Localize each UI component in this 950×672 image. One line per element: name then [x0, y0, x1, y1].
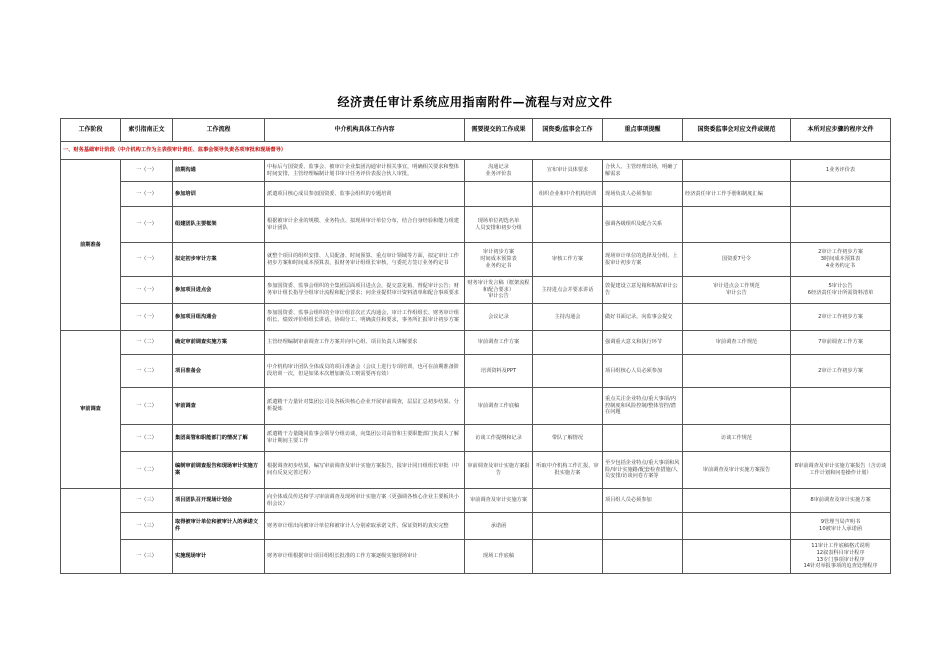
index-cell: 一（一） — [121, 304, 173, 331]
proc-cell — [791, 207, 891, 243]
flow-cell: 组建团队主要框架 — [173, 207, 265, 243]
table-row — [61, 207, 891, 243]
spec-cell: 审计进点会工作规范 审计公告 — [683, 277, 791, 304]
section-label: 一、财务基础审计阶段（中介机构工作为主表很审计责任、监事会领导负责各项审批和现场督导） — [61, 142, 891, 160]
spec-cell — [683, 304, 791, 331]
flow-cell: 拟定初步审计方案 — [173, 243, 265, 277]
spec-cell — [683, 355, 791, 388]
sasac-cell — [533, 540, 603, 574]
output-cell: 财务审计发言稿（框架流程和配合要求） 审计公告 — [465, 277, 533, 304]
proc-cell: 2审计工作初步方案 — [791, 304, 891, 331]
remind-cell: 强调各级组织及配合关系 — [603, 207, 683, 243]
index-cell: 一（一） — [121, 182, 173, 207]
proc-cell — [791, 388, 891, 425]
content-cell: 派遣项目核心成员参加国资委、监事会组织的专题培训 — [265, 182, 465, 207]
content-cell: 派遣精干力量针对集团公司及各板块核心企业开展审前调查，层层汇总初步结果、分析提炼 — [265, 388, 465, 425]
table-row — [61, 160, 891, 182]
header-remind: 重点事项提醒 — [603, 119, 683, 142]
output-cell: 现场工作底稿 — [465, 540, 533, 574]
index-cell: 一（一） — [121, 277, 173, 304]
output-cell: 沟通记录 业务评价表 — [465, 160, 533, 182]
sasac-cell: 主持进点会并要求讲话 — [533, 277, 603, 304]
output-cell: 审前调查工作方案 — [465, 331, 533, 355]
content-cell: 财务审计组根据审计项目组组长批准的工作方案逐级实施现场审计 — [265, 540, 465, 574]
table-row — [61, 355, 891, 388]
header-output: 需要提交的工作成果 — [465, 119, 533, 142]
table-row — [61, 489, 891, 513]
output-cell: 现场单位初选名单 人员安排和初步分组 — [465, 207, 533, 243]
flow-cell: 参加培训 — [173, 182, 265, 207]
sasac-cell — [533, 331, 603, 355]
index-cell: 一（二） — [121, 425, 173, 452]
flow-cell: 参加项目进点会 — [173, 277, 265, 304]
flow-cell: 确定审前调查实施方案 — [173, 331, 265, 355]
output-cell: 审前调查工作底稿 — [465, 388, 533, 425]
spec-cell — [683, 388, 791, 425]
remind-cell: 合伙人、主管经理出场，明确了解需求 — [603, 160, 683, 182]
header-flow: 工作流程 — [173, 119, 265, 142]
sasac-cell — [533, 355, 603, 388]
header-index: 索引指南正文 — [121, 119, 173, 142]
table-row — [61, 331, 891, 355]
spec-cell — [683, 540, 791, 574]
remind-cell: 敦促建设立意见箱和粘贴审计公告 — [603, 277, 683, 304]
index-cell: 一（二） — [121, 452, 173, 489]
proc-cell: 1业务评价表 — [791, 160, 891, 182]
flow-cell: 审前调查 — [173, 388, 265, 425]
table-row — [61, 452, 891, 489]
content-cell: 根据被审计企业的规模、业务特点、拟现场审计单位分布，结合自身经验和能力组建审计团队 — [265, 207, 465, 243]
process-table — [60, 118, 891, 574]
sasac-cell — [533, 388, 603, 425]
output-cell: 审前调查及审计实施方案 — [465, 489, 533, 513]
spec-cell: 国资委7号令 — [683, 243, 791, 277]
content-cell: 就整个项目的组织安排、人员配备、时间预算、重点审计领域等方面，拟定审计工作初步方案和时间成本预算表，报财务审计组组长审核，与委托方签订业务约定书 — [265, 243, 465, 277]
spec-cell: 审前调查工作规范 — [683, 331, 791, 355]
flow-cell: 取得被审计单位和被审计人的承诺文件 — [173, 513, 265, 540]
sasac-cell: 审核工作方案 — [533, 243, 603, 277]
flow-cell: 项目团队召开现场计划会 — [173, 489, 265, 513]
remind-cell: 至少包括企业特点/重大事项和风险/审计实施路/配套检查措施/人员安排/访谈问卷方案等 — [603, 452, 683, 489]
proc-cell: 11审计工作底稿格式说明 12叙表科目审计程序 13专门事项审计程序 14针对举报事项的追查处理程序 — [791, 540, 891, 574]
index-cell: 一（三） — [121, 540, 173, 574]
content-cell: 主管经理编制审前调查工作方案并向中心组、项目负责人讲解要求 — [265, 331, 465, 355]
proc-cell — [791, 425, 891, 452]
header-proc: 本所对应步骤的程序文件 — [791, 119, 891, 142]
proc-cell: 8审前调查及审计实施方案报告（含访谈工作计划和问卷操作计划） — [791, 452, 891, 489]
flow-cell: 项目准备会 — [173, 355, 265, 388]
phase-cell-empty — [61, 489, 121, 574]
index-cell: 一（二） — [121, 331, 173, 355]
remind-cell: 强调重大意义和执行环节 — [603, 331, 683, 355]
spec-cell: 经济责任审计工作手册和制度汇编 — [683, 182, 791, 207]
proc-cell: 9管理当局声明书 10被审计人承诺函 — [791, 513, 891, 540]
index-cell: 一（一） — [121, 243, 173, 277]
content-cell: 参加国资委、监事会组织的全集团层面项目进点会，提交意见箱、督促审计公告；财务审计组长指导全组审计流程和配合要求；问企业提供审计资料清单和配合事项要求 — [265, 277, 465, 304]
table-row — [61, 277, 891, 304]
output-cell: 承诺函 — [465, 513, 533, 540]
remind-cell — [603, 540, 683, 574]
content-cell: 参加国资委、监事会组织的全审计组首次正式沟通会，审计工作组组长、财务审计组组长、绩效评价组组长讲话，协调分工、明确责任和要求，事务所汇报审计初步方案 — [265, 304, 465, 331]
remind-cell: 项目组人员必须参加 — [603, 489, 683, 513]
remind-cell: 现场负责人必须参加 — [603, 182, 683, 207]
content-cell: 中标后与国资委、监事会、被审计企业集团沟通审计相关事宜，明确相关要求和整体时间安排，主管经理编制计划书审计任务评价表报合伙人审批。 — [265, 160, 465, 182]
content-cell: 派遣精干力量随同监事会领导分组访谈，向集团公司高管和主要职能部门负责人了解审计期间主要工作 — [265, 425, 465, 452]
sasac-cell — [533, 489, 603, 513]
flow-cell: 编制审前调查报告和现场审计实施方案 — [173, 452, 265, 489]
index-cell: 一（三） — [121, 513, 173, 540]
spec-cell — [683, 513, 791, 540]
proc-cell: 2审计工作初步方案 3时间成本预算表 4业务约定书 — [791, 243, 891, 277]
remind-cell: 做好书面记录，向监事会提交 — [603, 304, 683, 331]
index-cell: 一（二） — [121, 355, 173, 388]
sasac-cell — [533, 207, 603, 243]
flow-cell: 前期沟通 — [173, 160, 265, 182]
index-cell: 一（一） — [121, 160, 173, 182]
remind-cell: 现场审计单位的选择及分组，上报审计初步方案 — [603, 243, 683, 277]
flow-cell: 参加项目组沟通会 — [173, 304, 265, 331]
header-content: 中介机构具体工作内容 — [265, 119, 465, 142]
index-cell: 一（三） — [121, 489, 173, 513]
proc-cell — [791, 182, 891, 207]
section-row — [61, 142, 891, 160]
content-cell: 中介机构审计团队全体成员的项目准备会（会议上进行专项培训，也可在前期准备阶段培训一次，但是如果本次增加新员工则需要再有效） — [265, 355, 465, 388]
output-cell — [465, 182, 533, 207]
proc-cell: 5审计公告 6经济责任审计所需资料清单 — [791, 277, 891, 304]
table-row — [61, 425, 891, 452]
content-cell: 财务审计组出向被审计单位和被审计人分别索取承诺文件，保证资料的真实完整 — [265, 513, 465, 540]
phase-cell: 前期准备 — [61, 160, 121, 331]
sasac-cell: 宣布审计具体要求 — [533, 160, 603, 182]
header-spec: 国资委监事会对应文件或规范 — [683, 119, 791, 142]
flow-cell: 实施现场审计 — [173, 540, 265, 574]
table-row — [61, 182, 891, 207]
output-cell: 会议记录 — [465, 304, 533, 331]
output-cell: 培训资料及PPT — [465, 355, 533, 388]
proc-cell: 2审计工作初步方案 — [791, 355, 891, 388]
header-row — [61, 119, 891, 142]
remind-cell: 重点关注企业特点/重大事项/内控制度和风险控制/整体管控/潜在问题 — [603, 388, 683, 425]
document-title: 经济责任审计系统应用指南附件—流程与对应文件 — [337, 95, 613, 109]
spec-cell — [683, 207, 791, 243]
index-cell: 一（二） — [121, 388, 173, 425]
sasac-cell: 组织企业和中介机构培训 — [533, 182, 603, 207]
table-row — [61, 243, 891, 277]
spec-cell — [683, 160, 791, 182]
table-row — [61, 304, 891, 331]
output-cell: 审计初步方案 时间成本预算表 业务约定书 — [465, 243, 533, 277]
output-cell: 访谈工作提纲和记录 — [465, 425, 533, 452]
index-cell: 一（一） — [121, 207, 173, 243]
remind-cell — [603, 513, 683, 540]
remind-cell: 项目组核心人员必须参加 — [603, 355, 683, 388]
output-cell: 审前调查及审计实施方案报告 — [465, 452, 533, 489]
proc-cell: 7审前调查工作方案 — [791, 331, 891, 355]
content-cell: 根据调查初步结果，编写审前调查及审计实施方案报告，报审计同日组组长审批（中间有反复完善过程） — [265, 452, 465, 489]
spec-cell: 访谈工作规范 — [683, 425, 791, 452]
table-row — [61, 513, 891, 540]
header-sasac: 国资委/监事会工作 — [533, 119, 603, 142]
sasac-cell: 带队了解情况 — [533, 425, 603, 452]
flow-cell: 集团高管和职能部门的情况了解 — [173, 425, 265, 452]
remind-cell — [603, 425, 683, 452]
sasac-cell — [533, 513, 603, 540]
spec-cell — [683, 489, 791, 513]
phase-cell: 审前调查 — [61, 331, 121, 489]
table-row — [61, 540, 891, 574]
sasac-cell: 主持沟通会 — [533, 304, 603, 331]
spec-cell: 审前调查及审计实施方案报告 — [683, 452, 791, 489]
sasac-cell: 听取中介机构工作汇报，审批实施方案 — [533, 452, 603, 489]
header-phase: 工作阶段 — [61, 119, 121, 142]
table-row — [61, 388, 891, 425]
content-cell: 向全体成员传达和学习审前调查及现场审计实施方案（更强调各核心企业主要板块小组会议） — [265, 489, 465, 513]
proc-cell: 8审前调查及审计实施方案 — [791, 489, 891, 513]
